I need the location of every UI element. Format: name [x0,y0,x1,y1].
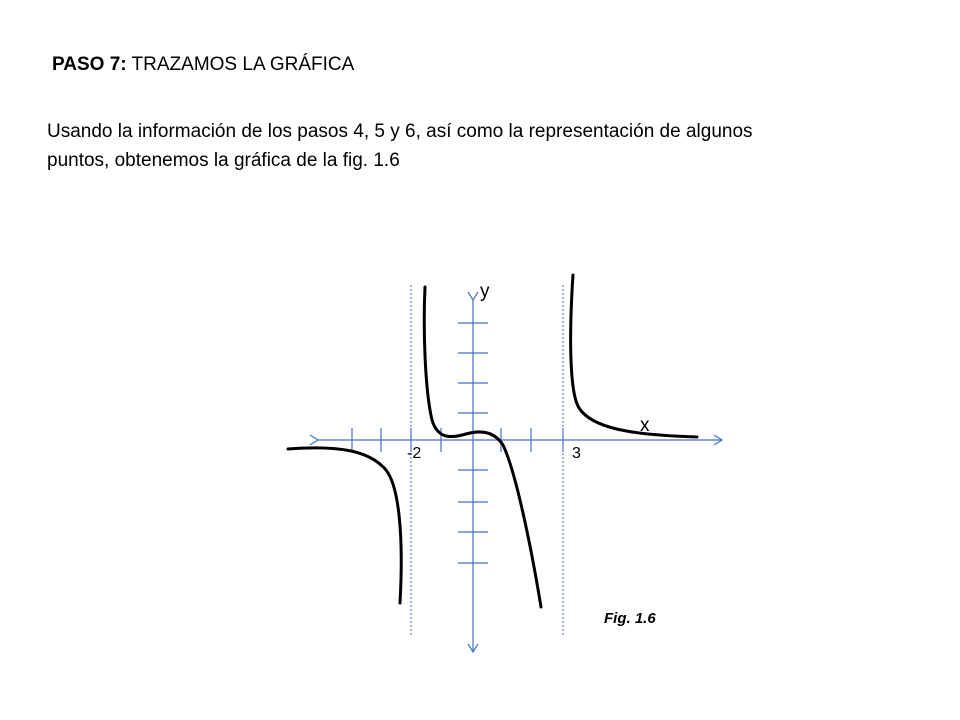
paragraph-line-1: Usando la información de los pasos 4, 5 y 6, así como la representación de algunos [47,121,753,142]
curve-branch-left [288,448,401,603]
asymptote-left-label: -2 [407,445,422,462]
step-title: TRAZAMOS LA GRÁFICA [131,54,355,75]
paragraph-line-2: puntos, obtenemos la gráfica de la fig. 1.6 [47,150,400,171]
step-label: PASO 7: [52,54,127,75]
curve-branch-right [571,275,697,437]
x-axis-label: x [640,415,650,436]
figure-caption: Fig. 1.6 [604,610,656,627]
curve-branch-middle [424,287,541,607]
function-curve [288,275,697,607]
asymptote-right-label: 3 [572,445,581,462]
y-axis-label: y [480,281,490,302]
